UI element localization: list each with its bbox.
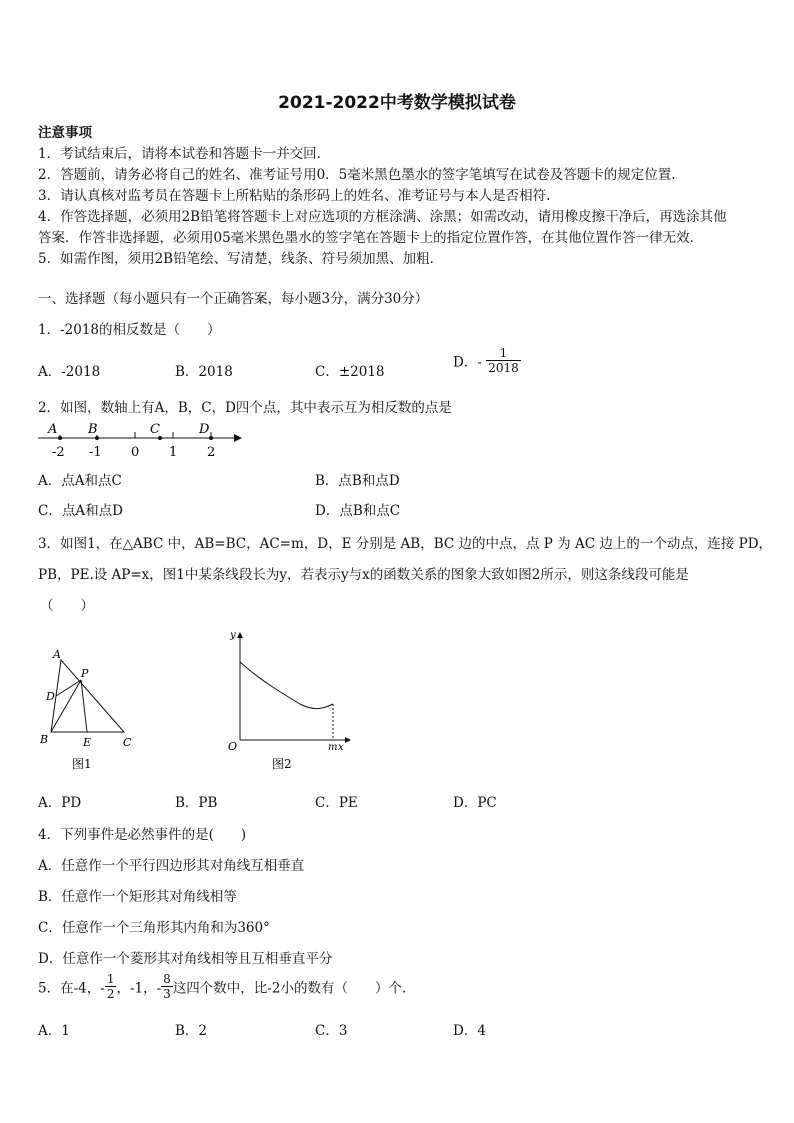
origin-label: O xyxy=(228,740,238,753)
q5-fraction-1-den: 2 xyxy=(106,987,115,1001)
q5-fraction-1 xyxy=(105,972,117,1001)
q3-line-2: PB，PE.设 AP=x，图1中某条线段长为y，若表示y与x的函数关系的图象大致如图2所示，则这条线段可能是 xyxy=(38,567,689,583)
notice-item-3: 3．请认真核对监考员在答题卡上所粘贴的条形码上的姓名、准考证号与本人是否相符. xyxy=(38,188,551,204)
tick-label: -1 xyxy=(89,445,102,460)
q4-option-d: D．任意作一个菱形其对角线相等且互相垂直平分 xyxy=(38,951,333,967)
q3-option-c: C．PE xyxy=(315,795,358,811)
q5-option-d: D．4 xyxy=(453,1023,486,1039)
q4-option-a: A．任意作一个平行四边形其对角线互相垂直 xyxy=(38,858,305,874)
q3-option-b: B．PB xyxy=(175,795,218,811)
notice-item-5: 5．如需作图，须用2B铅笔绘、写清楚，线条、符号须加黑、加粗． xyxy=(38,251,444,267)
q1-fraction xyxy=(486,346,521,375)
figure-2-graph xyxy=(220,626,355,774)
figure-1-triangle xyxy=(36,640,146,775)
number-line-figure xyxy=(36,418,246,460)
q1-stem: 1．-2018的相反数是（ ） xyxy=(38,322,221,338)
notice-heading: 注意事项 xyxy=(38,125,92,141)
tick-label: 0 xyxy=(131,445,140,460)
m-label: m xyxy=(328,742,338,753)
x-axis-label: x xyxy=(338,742,344,753)
label-d: D xyxy=(46,690,55,703)
q3-option-d: D．PC xyxy=(453,795,497,811)
notice-item-4: 4．作答选择题，必须用2B铅笔将答题卡上对应选项的方框涂满、涂黑；如需改动，请用橡皮擦干净后，再选涂其他 xyxy=(38,209,727,225)
q5-stem xyxy=(38,972,406,1001)
section-heading: 一、选择题（每小题只有一个正确答案，每小题3分，满分30分） xyxy=(38,291,429,307)
q1-option-a: A．-2018 xyxy=(38,364,101,380)
point-c-label: C xyxy=(150,422,160,437)
q2-option-c: C．点A和点D xyxy=(38,503,123,519)
label-c: C xyxy=(123,736,132,749)
q4-option-b: B．任意作一个矩形其对角线相等 xyxy=(38,889,237,905)
tick-label: 1 xyxy=(169,445,178,460)
q1-option-b: B．2018 xyxy=(175,364,233,380)
q5-option-a: A．1 xyxy=(38,1023,70,1039)
q4-option-c: C．任意作一个三角形其内角和为360° xyxy=(38,920,270,936)
q5-fraction-2-den: 3 xyxy=(163,987,171,1001)
q3-option-a: A．PD xyxy=(38,795,82,811)
point-d-dot xyxy=(209,436,213,440)
tick-label: -2 xyxy=(52,445,65,460)
point-d-label: D xyxy=(199,422,210,437)
label-b: B xyxy=(40,733,49,746)
q2-stem: 2．如图，数轴上有A，B，C，D四个点，其中表示互为相反数的点是 xyxy=(38,400,452,416)
figure-1-caption: 图1 xyxy=(72,757,92,771)
q5-mid: ，-1，- xyxy=(116,980,162,997)
notice-item-1: 1．考试结束后，请将本试卷和答题卡一并交回. xyxy=(38,146,321,162)
page-title: 2021-2022中考数学模拟试卷 xyxy=(278,93,516,113)
q5-prefix: 5．在-4，- xyxy=(38,980,105,997)
notice-item-2: 2．答题前，请务必将自己的姓名、准考证号用0．5毫米黑色墨水的签字笔填写在试卷及答题卡的规定位置. xyxy=(38,167,676,183)
q1-option-d xyxy=(453,346,521,375)
q3-line-3: （ ） xyxy=(40,598,94,614)
figure-2-caption: 图2 xyxy=(272,757,292,771)
label-e: E xyxy=(83,736,92,749)
q5-suffix: 这四个数中，比-2小的数有（ ）个. xyxy=(172,980,407,997)
q5-fraction-1-num: 1 xyxy=(106,972,115,986)
q2-option-d: D．点B和点C xyxy=(315,503,401,519)
q1-fraction-den: 2018 xyxy=(488,361,519,375)
label-a: A xyxy=(53,648,61,661)
q2-option-b: B．点B和点D xyxy=(315,473,400,489)
q1-option-c: C．±2018 xyxy=(315,364,385,380)
q5-fraction-2 xyxy=(161,972,173,1001)
q1-option-d-prefix: D．- xyxy=(453,354,482,371)
label-p: P xyxy=(81,667,89,680)
y-axis-label: y xyxy=(230,630,236,641)
point-a-label: A xyxy=(48,422,58,437)
q3-line-1: 3．如图1，在△ABC 中，AB=BC，AC=m，D，E 分别是 AB，BC 边的中点，点 P 为 AC 边上的一个动点，连接 PD， xyxy=(38,536,773,552)
q5-fraction-2-num: 8 xyxy=(163,972,171,986)
notice-item-4-cont: 答案．作答非选择题，必须用05毫米黑色墨水的签字笔在答题卡上的指定位置作答，在其他位置作答一律无效． xyxy=(38,230,704,246)
q4-stem: 4．下列事件是必然事件的是( ) xyxy=(38,827,247,843)
q5-option-b: B．2 xyxy=(175,1023,208,1039)
q1-fraction-num: 1 xyxy=(486,346,521,361)
tick-label: 2 xyxy=(207,445,216,460)
point-b-label: B xyxy=(88,422,98,437)
point-a-dot xyxy=(58,436,62,440)
q2-option-a: A．点A和点C xyxy=(38,473,122,489)
q5-option-c: C．3 xyxy=(315,1023,348,1039)
